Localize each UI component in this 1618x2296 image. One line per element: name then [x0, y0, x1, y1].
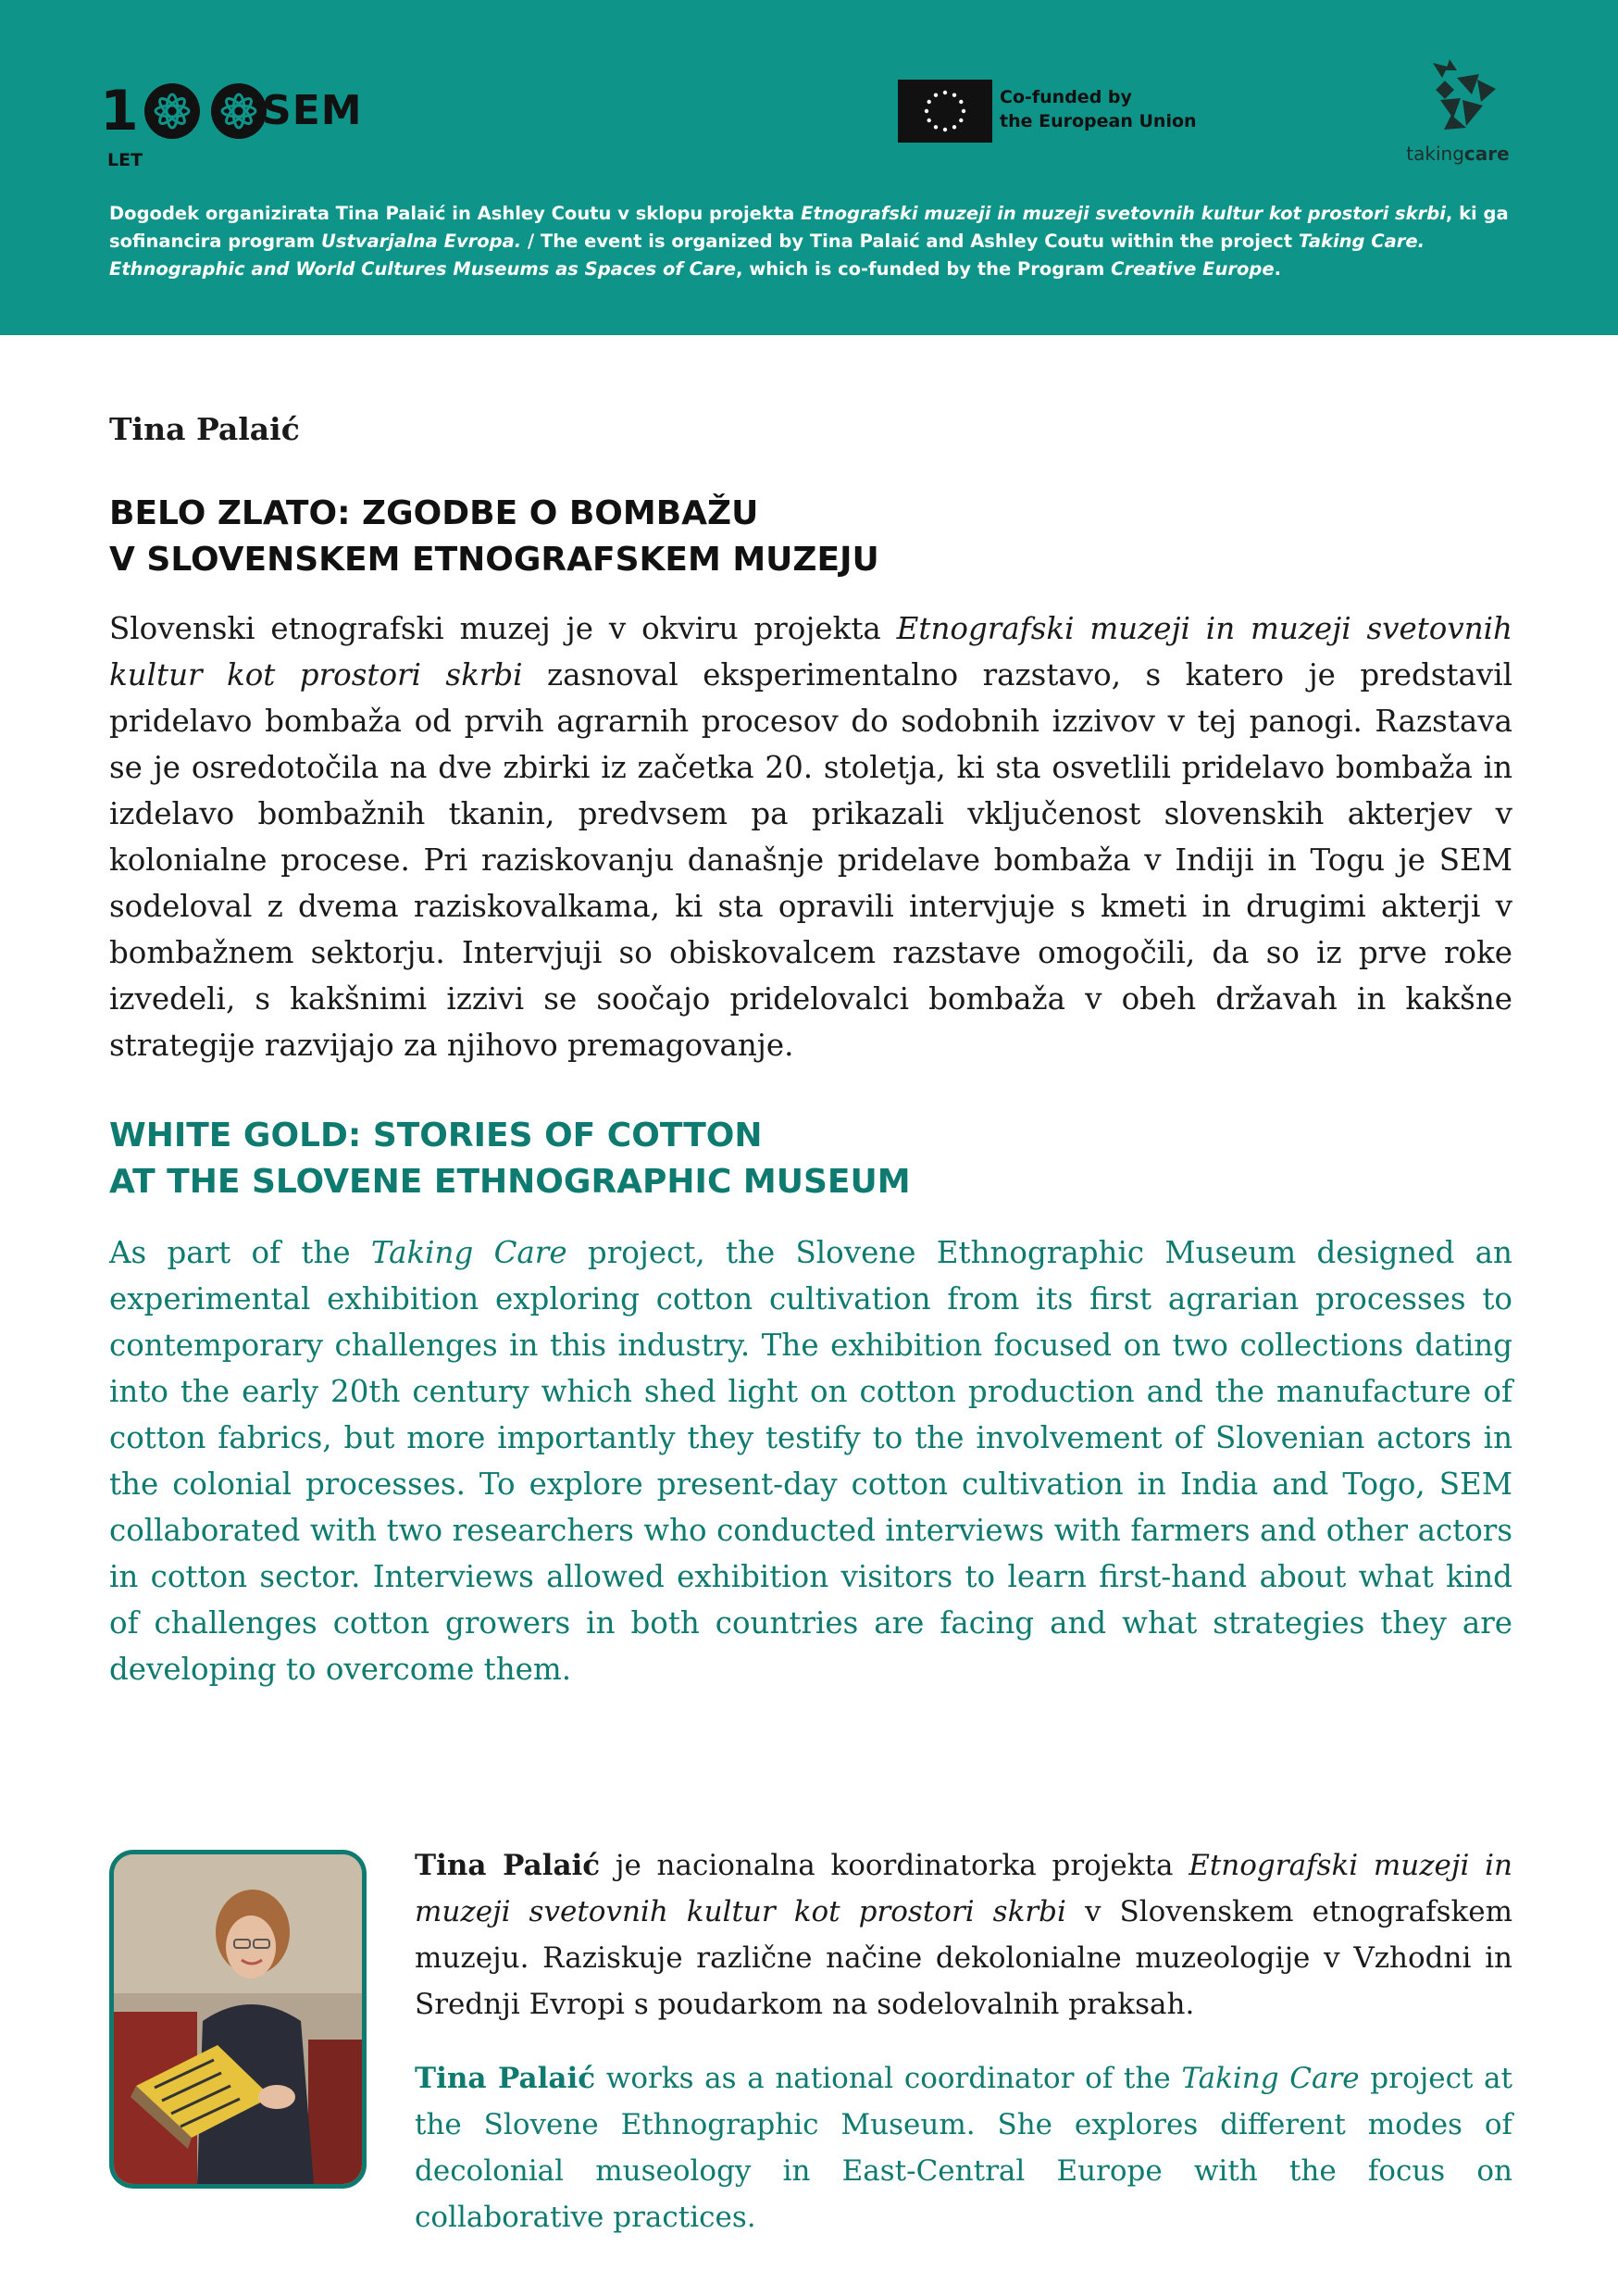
bio-en-name: Tina Palaić [415, 2062, 596, 2095]
bio-slovene [415, 1842, 1512, 2028]
body-sl-p1: Slovenski etnografski muzej je v okviru projekta [109, 611, 897, 646]
eu-cofunded-label [1000, 85, 1197, 133]
body-en-p1: As part of the [109, 1235, 371, 1270]
organized-s3-italic: Taking Care. Ethnographic and World Cultures Museums as Spaces of Care [109, 231, 1425, 280]
bio-sl-t2: v Slovenskem etnografskem muzeju. Raziskuje različne načine dekolonialne muzeologije v Vzhodni in Srednji Evropi s poudarkom na sodelovalnih praksah. [415, 1895, 1512, 2021]
organized-s4: , which is co-funded by the Program [736, 258, 1112, 280]
logo-let-text: LET [107, 150, 143, 170]
organized-s4-italic: Creative Europe [1111, 258, 1275, 280]
body-en-p2: project, the Slovene Ethnographic Museum designed an experimental exhibition exploring cotton cultivation from its first agrarian processes to contemporary challenges in this industry. The exhibition focused on two collections dating into the early 20th century which shed light on cotton production and the manufacture of cotton fabrics, but more importantly they testify to the involvement of Slovenian actors in the colonial processes. To explore present-day cotton cultivation in India and Togo, SEM collaborated with two researchers who conducted interviews with farmers and other actors in cotton sector. Interviews allowed exhibition visitors to learn first-hand about what kind of challenges cotton growers in both countries are facing and what strategies they are developing to overcome them. [109, 1235, 1512, 1687]
organized-s1: Dogodek organizirata Tina Palaić in Ashley Coutu v sklopu projekta [109, 203, 802, 224]
organized-s2: , ki ga sofinancira program [109, 203, 1509, 252]
body-english [109, 1229, 1512, 1692]
header-banner [0, 0, 1618, 335]
title-slovene-line-2: V SLOVENSKEM ETNOGRAFSKEM MUZEJU [109, 541, 879, 579]
bio-en-t2: project at the Slovene Ethnographic Museum. She explores different modes of decolonial museology in East-Central Europe with the focus on collaborative practices. [415, 2062, 1512, 2234]
eu-line-1: Co-funded by [1000, 87, 1132, 107]
body-slovene [109, 605, 1512, 1068]
logo-double-zero-icon [141, 81, 272, 141]
organized-s2-italic: Ustvarjalna Evropa. [321, 231, 522, 252]
body-sl-project-title: Etnografski muzeji in muzeji svetovnih kultur kot prostori skrbi [109, 611, 1512, 693]
bio-sl-t1: je nacionalna koordinatorka projekta [600, 1849, 1189, 1882]
title-slovene-line-1: BELO ZLATO: ZGODBE O BOMBAŽU [109, 494, 759, 532]
takingcare-wordmark [1388, 143, 1527, 165]
takingcare-suffix: care [1463, 143, 1510, 165]
portrait-image-icon [114, 1854, 362, 2184]
event-organizers-note [109, 200, 1516, 283]
logo-digit-one: 1 [100, 79, 139, 144]
takingcare-leaf-icon [1425, 57, 1500, 131]
organized-s1-italic: Etnografski muzeji in muzeji svetovnih kultur kot prostori skrbi [801, 203, 1446, 224]
title-english-line-1: WHITE GOLD: STORIES OF COTTON [109, 1117, 763, 1154]
body-sl-p2: zasnoval eksperimentalno razstavo, s katero je predstavil pridelavo bombaža od prvih agrarnih procesov do sodobnih izzivov v tej panogi. Razstava se je osredotočila na dve zbirki iz začetka 20. stoletja, ki sta osvetlili pridelavo bombaža in izdelavo bombažnih tkanin, predvsem pa prikazali vključenost slovenskih akterjev v kolonialne procese. Pri raziskovanju današnje pridelave bombaža v Indiji in Togu je SEM sodeloval z dvema raziskovalkama, ki sta opravili intervjuje s kmeti in drugimi akterji v bombažnem sektorju. Intervjuji so obiskovalcem razstave omogočili, da so iz prve roke izvedeli, s kakšnimi izzivi se soočajo pridelovalci bombaža v obeh državah in kakšne strategije razvijajo za njihovo premagovanje. [109, 657, 1513, 1063]
bio-en-t1: works as a national coordinator of the [595, 2062, 1182, 2095]
eu-flag-icon [898, 80, 992, 143]
bio-sl-project-title: Etnografski muzeji in muzeji svetovnih kultur kot prostori skrbi [415, 1849, 1512, 1928]
sem-100-logo [100, 79, 272, 144]
logo-sem-text: SEM [262, 87, 363, 134]
bio-en-project-title: Taking Care [1181, 2062, 1360, 2095]
author-portrait-photo [109, 1850, 367, 2189]
title-slovene [109, 491, 1498, 583]
takingcare-prefix: taking [1406, 143, 1464, 165]
article-author: Tina Palaić [109, 411, 300, 447]
body-en-project-title: Taking Care [370, 1235, 567, 1270]
eu-line-2: the European Union [1000, 111, 1197, 131]
bio-sl-name: Tina Palaić [415, 1849, 601, 1882]
title-english [109, 1113, 1498, 1205]
organized-s5: . [1274, 258, 1282, 280]
organized-s3: / The event is organized by Tina Palaić and Ashley Coutu within the project [521, 231, 1299, 252]
title-english-line-2: AT THE SLOVENE ETHNOGRAPHIC MUSEUM [109, 1163, 911, 1201]
bio-english [415, 2055, 1512, 2240]
